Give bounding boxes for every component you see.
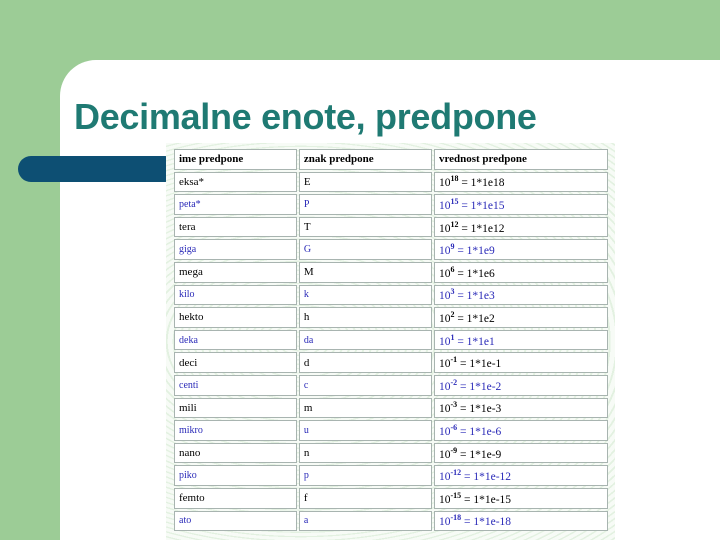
value-exponent: 18 <box>450 174 459 184</box>
value-exponent: -12 <box>450 468 462 478</box>
prefix-value <box>434 172 608 193</box>
prefix-value <box>434 488 608 509</box>
value-exponent: 12 <box>450 219 459 229</box>
prefix-sign: da <box>299 330 432 351</box>
table-row <box>174 217 608 238</box>
value-expression: = 1*1e-6 <box>457 425 502 438</box>
prefix-name: hekto <box>174 307 297 328</box>
header-sign: znak predpone <box>299 149 432 170</box>
value-exponent: -9 <box>450 445 458 455</box>
value-base: 10 <box>438 358 451 371</box>
value-exponent: -1 <box>450 355 458 365</box>
prefix-name: centi <box>174 375 297 396</box>
table-row <box>174 239 608 260</box>
prefix-value <box>434 194 608 215</box>
prefix-sign: E <box>299 172 432 193</box>
prefix-sign: c <box>299 375 432 396</box>
value-expression: = 1*1e12 <box>458 222 505 235</box>
table-header-row <box>174 149 608 170</box>
value-expression: = 1*1e-1 <box>457 358 502 371</box>
header-name: ime predpone <box>174 149 297 170</box>
value-exponent: -2 <box>450 377 458 387</box>
value-exponent: -18 <box>450 513 462 523</box>
prefix-value <box>434 443 608 464</box>
value-base: 10 <box>438 380 451 393</box>
prefix-name: piko <box>174 465 297 486</box>
value-base: 10 <box>438 516 451 529</box>
value-base: 10 <box>438 403 451 416</box>
value-exponent: -3 <box>450 400 458 410</box>
prefix-value <box>434 217 608 238</box>
value-exponent: 1 <box>450 332 455 342</box>
table-row <box>174 420 608 441</box>
prefix-name: mega <box>174 262 297 283</box>
table-row <box>174 285 608 306</box>
value-expression: = 1*1e-2 <box>457 380 502 393</box>
value-expression: = 1*1e1 <box>454 335 495 348</box>
value-base: 10 <box>438 199 451 212</box>
value-base: 10 <box>438 267 451 280</box>
prefix-name: deka <box>174 330 297 351</box>
prefix-sign: G <box>299 239 432 260</box>
prefix-name: nano <box>174 443 297 464</box>
value-base: 10 <box>438 222 451 235</box>
prefix-name: mili <box>174 398 297 419</box>
table-row <box>174 307 608 328</box>
prefix-value <box>434 511 608 532</box>
value-exponent: 6 <box>450 264 455 274</box>
prefix-value <box>434 465 608 486</box>
prefix-name: deci <box>174 352 297 373</box>
prefix-value <box>434 375 608 396</box>
value-base: 10 <box>438 335 451 348</box>
prefix-sign: f <box>299 488 432 509</box>
prefix-sign: d <box>299 352 432 373</box>
table-row <box>174 352 608 373</box>
table-row <box>174 443 608 464</box>
prefix-sign: h <box>299 307 432 328</box>
prefix-sign: k <box>299 285 432 306</box>
prefix-value <box>434 307 608 328</box>
table-row <box>174 511 608 532</box>
value-base: 10 <box>438 312 451 325</box>
prefix-name: giga <box>174 239 297 260</box>
prefix-sign: n <box>299 443 432 464</box>
value-exponent: 15 <box>450 197 459 207</box>
value-expression: = 1*1e3 <box>454 290 495 303</box>
value-expression: = 1*1e-3 <box>457 403 502 416</box>
value-base: 10 <box>438 245 451 258</box>
value-exponent: 2 <box>450 310 455 320</box>
prefix-name: femto <box>174 488 297 509</box>
value-expression: = 1*1e-12 <box>461 471 512 484</box>
value-exponent: -15 <box>450 490 462 500</box>
prefix-name: peta* <box>174 194 297 215</box>
prefix-value <box>434 352 608 373</box>
value-expression: = 1*1e2 <box>454 312 495 325</box>
value-base: 10 <box>438 177 451 190</box>
table-row <box>174 465 608 486</box>
table-row <box>174 172 608 193</box>
value-expression: = 1*1e9 <box>454 245 495 258</box>
table-row <box>174 330 608 351</box>
value-base: 10 <box>438 448 451 461</box>
value-expression: = 1*1e-9 <box>457 448 502 461</box>
value-base: 10 <box>438 493 451 506</box>
header-value: vrednost predpone <box>434 149 608 170</box>
table-row <box>174 262 608 283</box>
prefix-sign: u <box>299 420 432 441</box>
value-expression: = 1*1e6 <box>454 267 495 280</box>
prefix-table <box>172 147 610 533</box>
prefix-name: ato <box>174 511 297 532</box>
value-expression: = 1*1e18 <box>458 177 505 190</box>
value-exponent: 3 <box>450 287 455 297</box>
value-base: 10 <box>438 290 451 303</box>
prefix-value <box>434 239 608 260</box>
prefix-name: kilo <box>174 285 297 306</box>
prefix-name: tera <box>174 217 297 238</box>
prefix-value <box>434 398 608 419</box>
prefix-name: mikro <box>174 420 297 441</box>
prefix-sign: T <box>299 217 432 238</box>
prefix-sign: P <box>299 194 432 215</box>
table-row <box>174 488 608 509</box>
prefix-value <box>434 420 608 441</box>
prefix-value <box>434 330 608 351</box>
prefix-name: eksa* <box>174 172 297 193</box>
prefix-value <box>434 285 608 306</box>
prefix-sign: a <box>299 511 432 532</box>
prefix-table-container <box>166 143 615 540</box>
prefix-sign: m <box>299 398 432 419</box>
value-expression: = 1*1e-15 <box>461 493 512 506</box>
prefix-sign: M <box>299 262 432 283</box>
value-exponent: -6 <box>450 423 458 432</box>
value-base: 10 <box>438 425 451 438</box>
table-row <box>174 398 608 419</box>
table-row <box>174 194 608 215</box>
slide-title: Decimalne enote, predpone <box>74 96 537 137</box>
value-expression: = 1*1e-18 <box>461 516 512 529</box>
value-exponent: 9 <box>450 242 455 252</box>
value-base: 10 <box>438 471 451 484</box>
table-row <box>174 375 608 396</box>
value-expression: = 1*1e15 <box>458 199 505 212</box>
prefix-sign: p <box>299 465 432 486</box>
decorative-bar <box>18 156 178 182</box>
prefix-value <box>434 262 608 283</box>
